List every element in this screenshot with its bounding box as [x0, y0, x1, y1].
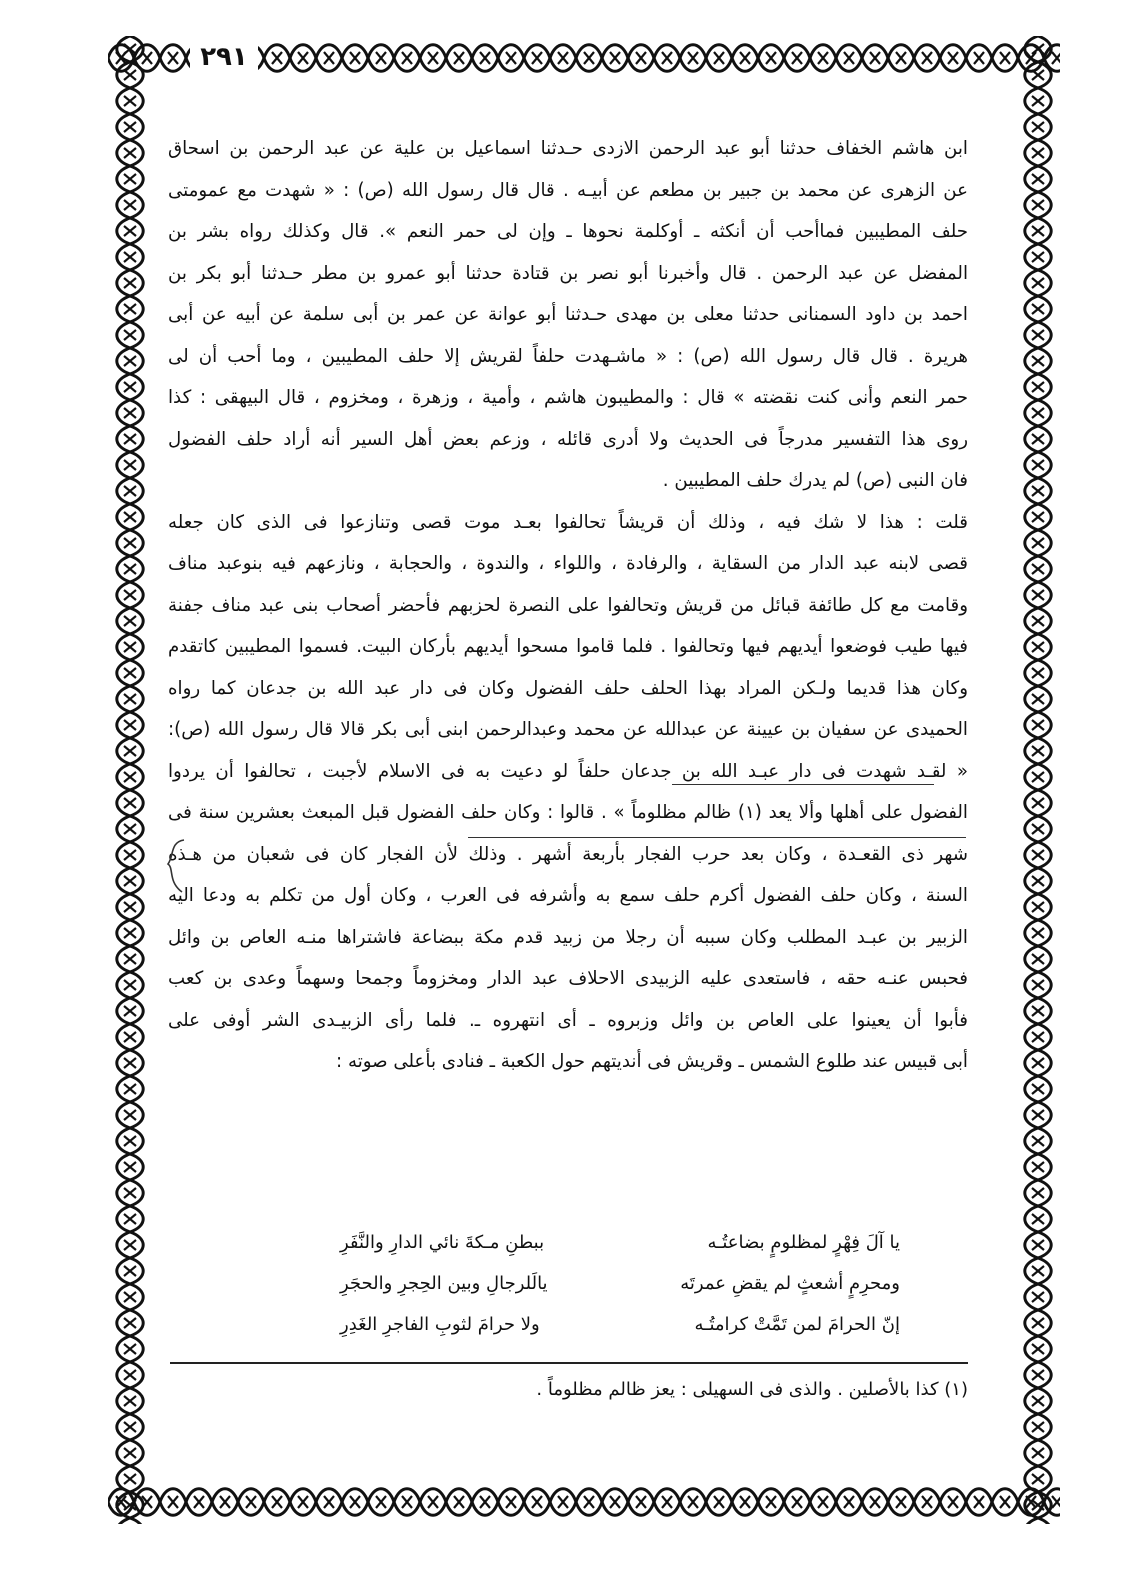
- ornamental-border-right: [1016, 36, 1060, 1524]
- text-line: حلف المطيبين فماأحب أن أنكثه ـ أوكلمة نحوها ـ وإن لى حمر النعم ». قال وكذلك رواه بشر بن: [168, 221, 968, 242]
- text-line: « لقـد شهدت فى دار عبـد الله بن جدعان حلفاً لو دعيت به فى الاسلام لأجبت ، تحالفوا أن يردوا: [168, 760, 968, 782]
- text-line: قلت : هذا لا شك فيه ، وذلك أن قريشاً تحالفوا بعـد موت قصى وتنازعوا فى الذى كان جعله: [168, 511, 968, 533]
- text-line: وكان هذا قديما ولـكن المراد بهذا الحلف حلف الفضول وكان فى دار عبد الله بن جدعان كما رواه: [168, 677, 968, 699]
- text-line: فان النبى (ص) لم يدرك حلف المطيبين .: [662, 470, 968, 491]
- verse-second-hemistich: ببطنِ مـكةَ نائي الدارِ والنَّفَرِ: [340, 1232, 545, 1253]
- handwritten-underline: [468, 837, 966, 838]
- text-line: فيها طيب فوضعوا أيديهم فيها وتحالفوا . فلما قاموا مسحوا أيديهم بأركان البيت. فسموا المطيبين كاتقدم: [168, 636, 968, 657]
- text-line: شهر ذى القعـدة ، وكان بعد حرب الفجار بأربعة أشهر . وذلك لأن الفجار كان فى شعبان من هـذه: [168, 843, 968, 865]
- text-line: السنة ، وكان حلف الفضول أكرم حلف سمع به وأشرفه فى العرب ، وكان أول من تكلم به ودعا اليه: [168, 885, 968, 906]
- footnote-separator: [170, 1362, 968, 1364]
- verse-second-hemistich: يالَلرجالِ وبين الحِجرِ والحجَرِ: [340, 1273, 548, 1294]
- text-line: الزبير بن عبـد المطلب وكان سببه أن رجلا من زبيد قدم مكة ببضاعة فاشتراها منـه العاص بن وائل: [168, 926, 968, 948]
- verse-first-hemistich: إنّ الحرامَ لمن تَمَّتْ كرامتُـه: [694, 1314, 900, 1335]
- text-line: فحبس عنـه حقه ، فاستعدى عليه الزبيدى الاحلاف عبد الدار ومخزوماً وجمحا وسهماً وعدى بن كعب: [168, 968, 968, 989]
- ornamental-border-left: [108, 36, 152, 1524]
- text-line: أبى قبيس عند طلوع الشمس ـ وقريش فى أنديتهم حول الكعبة ـ فنادى بأعلى صوته :: [336, 1051, 968, 1072]
- text-line: المفضل عن عبد الرحمن . قال وأخبرنا أبو نصر بن قتادة حدثنا أبو عمرو بن مطر حـدثنا أبو بكر بن: [168, 262, 968, 284]
- poem-verse: [340, 1222, 900, 1263]
- text-line: قصى لابنه عبد الدار من السقاية ، والرفادة ، واللواء ، والندوة ، والحجابة ، ونازعهم فيه بنوعبد مناف: [168, 553, 968, 574]
- text-line: عن الزهرى عن محمد بن جبير بن مطعم عن أبيـه . قال قال رسول الله (ص) : « شهدت مع عمومتى: [168, 179, 968, 201]
- text-line: ابن هاشم الخفاف حدثنا أبو عبد الرحمن الازدى حـدثنا اسماعيل بن علية عن عبد الرحمن بن اسحاق: [168, 138, 968, 159]
- text-line: روى هذا التفسير مدرجاً فى الحديث ولا أدرى قائله ، وزعم بعض أهل السير أنه أراد حلف الفضول: [168, 428, 968, 450]
- text-line: حمر النعم وأنى كنت نقضته » قال : والمطيبون هاشم ، وأمية ، وزهرة ، ومخزوم ، قال البيهقى : كذا: [168, 387, 968, 408]
- text-line: هريرة . قال قال رسول الله (ص) : « ماشـهدت حلفاً لقريش إلا حلف المطيبين ، وما أحب أن لى: [168, 345, 968, 367]
- text-line: الفضول على أهلها وألا يعد (١) ظالم مظلوماً » . قالوا : وكان حلف الفضول قبل المبعث بعشرين سنة فى: [168, 802, 968, 823]
- text-line: احمد بن داود السمنانى حدثنا معلى بن مهدى حـدثنا أبو عوانة عن عمر بن أبى سلمة عن أبيه عن أبى: [168, 304, 968, 325]
- handwritten-underline: [672, 784, 934, 785]
- page-number: ٢٩١: [190, 40, 258, 74]
- text-line: فأبوا أن يعينوا على العاص بن وائل وزبروه ـ أى انتهروه ـ. فلما رأى الزبيـدى الشر أوفى على: [168, 1009, 968, 1031]
- margin-bracket-mark: [160, 838, 188, 894]
- main-text: [168, 128, 968, 1083]
- text-line: وقامت مع كل طائفة قبائل من قريش وتحالفوا على النصرة لحزبهم فأحضر أصحاب بنى عبد مناف جفنة: [168, 594, 968, 616]
- poem: [340, 1222, 900, 1345]
- footnote: (١) كذا بالأصلين . والذى فى السهيلى : يعز ظالم مظلوماً .: [536, 1379, 968, 1400]
- poem-verse: [340, 1304, 900, 1345]
- verse-first-hemistich: ومحرِمٍ أشعثٍ لم يقضِ عمرتَه: [680, 1273, 900, 1294]
- ornamental-border-bottom: [108, 1480, 1060, 1524]
- verse-second-hemistich: ولا حرامَ لثوبِ الفاجرِ الغَدِرِ: [340, 1314, 540, 1335]
- verse-first-hemistich: يا آلَ فِهْرٍ لمظلومٍ بضاعتُـه: [707, 1232, 900, 1253]
- text-line: الحميدى عن سفيان بن عيينة عن عبدالله عن محمد وعبدالرحمن ابنى أبى بكر قالا قال رسول الله (ص):: [168, 719, 968, 740]
- poem-verse: [340, 1263, 900, 1304]
